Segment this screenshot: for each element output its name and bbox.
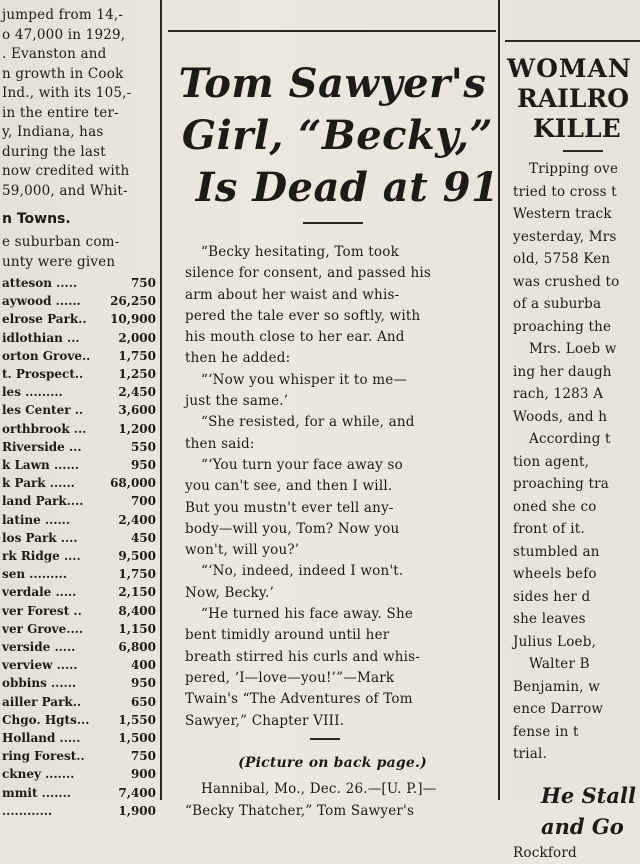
story-line: “‘Now you whisper it to me— bbox=[185, 370, 500, 391]
table-row bbox=[2, 274, 156, 292]
story-line: “He turned his face away. She bbox=[185, 604, 500, 625]
town-population: 650 bbox=[129, 693, 156, 711]
right-story-line: rach, 1283 A bbox=[513, 383, 640, 406]
right-story-line: wheels befo bbox=[513, 563, 640, 586]
text-line: o 47,000 in 1929, bbox=[2, 26, 158, 46]
right-tail-line: Rockford bbox=[513, 842, 640, 864]
left-subhead: n Towns. bbox=[2, 211, 158, 227]
town-name: verdale ..... bbox=[2, 583, 116, 601]
table-row bbox=[2, 511, 156, 529]
right-story-line: sides her d bbox=[513, 586, 640, 609]
town-name: idlothian ... bbox=[2, 329, 116, 347]
story-line: pered, ‘I—love—you!’”—Mark bbox=[185, 668, 500, 689]
text-line: now credited with bbox=[2, 162, 158, 182]
table-row bbox=[2, 583, 156, 601]
right-story-line: yesterday, Mrs bbox=[513, 226, 640, 249]
headline-line: Is Dead at 91 bbox=[195, 162, 500, 214]
story-line: arm about her waist and whis- bbox=[185, 285, 500, 306]
table-row bbox=[2, 765, 156, 783]
right-story-line: Julius Loeb, bbox=[513, 631, 640, 654]
town-population: 2,150 bbox=[116, 583, 156, 601]
town-name: ver Forest .. bbox=[2, 602, 116, 620]
dateline-body bbox=[165, 779, 500, 822]
right-story-line: ing her daugh bbox=[513, 361, 640, 384]
town-name: verside ..... bbox=[2, 638, 116, 656]
text-line: n growth in Cook bbox=[2, 65, 158, 85]
story-line: breath stirred his curls and whis- bbox=[185, 647, 500, 668]
town-population: 1,750 bbox=[116, 347, 156, 365]
table-row bbox=[2, 620, 156, 638]
town-population: 450 bbox=[129, 529, 156, 547]
text-line: 59,000, and Whit- bbox=[2, 182, 158, 202]
right-story-line: According t bbox=[513, 428, 640, 451]
town-population: 700 bbox=[129, 492, 156, 510]
table-row bbox=[2, 492, 156, 510]
right-story-line: of a suburba bbox=[513, 293, 640, 316]
table-row bbox=[2, 420, 156, 438]
dateline-line: Hannibal, Mo., Dec. 26.—[U. P.]— bbox=[185, 779, 500, 800]
story-line: then said: bbox=[185, 434, 500, 455]
town-name: k Lawn ...... bbox=[2, 456, 129, 474]
story-line: bent timidly around until her bbox=[185, 625, 500, 646]
right-headline-rule bbox=[563, 150, 603, 152]
town-population: 950 bbox=[129, 674, 156, 692]
town-population: 26,250 bbox=[108, 292, 156, 310]
headline-rule bbox=[303, 222, 363, 224]
main-story-column bbox=[165, 0, 500, 800]
town-population: 750 bbox=[129, 747, 156, 765]
town-name: k Park ...... bbox=[2, 474, 108, 492]
right-story-line: tried to cross t bbox=[513, 181, 640, 204]
town-name: ............ bbox=[2, 802, 116, 820]
table-row bbox=[2, 674, 156, 692]
table-row bbox=[2, 693, 156, 711]
town-name: Riverside ... bbox=[2, 438, 129, 456]
table-row bbox=[2, 547, 156, 565]
right-subhead-line: and Go bbox=[541, 811, 640, 842]
town-name: sen ......... bbox=[2, 565, 116, 583]
town-population: 2,000 bbox=[116, 329, 156, 347]
story-line: his mouth close to her ear. And bbox=[185, 327, 500, 348]
right-story-line: proaching the bbox=[513, 316, 640, 339]
table-row bbox=[2, 802, 156, 820]
table-row bbox=[2, 602, 156, 620]
text-line: jumped from 14,- bbox=[2, 6, 158, 26]
table-row bbox=[2, 474, 156, 492]
town-population: 1,900 bbox=[116, 802, 156, 820]
text-line: e suburban com- bbox=[2, 233, 158, 253]
table-row bbox=[2, 565, 156, 583]
table-row bbox=[2, 401, 156, 419]
town-population: 1,500 bbox=[116, 729, 156, 747]
table-row bbox=[2, 347, 156, 365]
story-line: “She resisted, for a while, and bbox=[185, 412, 500, 433]
town-population: 68,000 bbox=[108, 474, 156, 492]
table-row bbox=[2, 329, 156, 347]
town-name: los Park .... bbox=[2, 529, 129, 547]
right-story-line: proaching tra bbox=[513, 473, 640, 496]
story-line: But you mustn't ever tell any- bbox=[185, 498, 500, 519]
left-column-intro bbox=[0, 233, 158, 272]
table-row bbox=[2, 383, 156, 401]
text-line: . Evanston and bbox=[2, 45, 158, 65]
table-row bbox=[2, 711, 156, 729]
right-story-line: Mrs. Loeb w bbox=[513, 338, 640, 361]
story-body bbox=[165, 242, 500, 732]
table-row bbox=[2, 656, 156, 674]
story-line: then he added: bbox=[185, 348, 500, 369]
story-line: won't, will you?’ bbox=[185, 540, 500, 561]
town-name: orton Grove.. bbox=[2, 347, 116, 365]
story-line: “Becky hesitating, Tom took bbox=[185, 242, 500, 263]
right-story-line: Western track bbox=[513, 203, 640, 226]
table-row bbox=[2, 292, 156, 310]
town-population: 1,250 bbox=[116, 365, 156, 383]
story-line: silence for consent, and passed his bbox=[185, 263, 500, 284]
left-column-body bbox=[0, 6, 158, 201]
table-row bbox=[2, 310, 156, 328]
town-population: 10,900 bbox=[108, 310, 156, 328]
right-story-line: stumbled an bbox=[513, 541, 640, 564]
story-line: Twain's “The Adventures of Tom bbox=[185, 689, 500, 710]
column-rule-left bbox=[160, 0, 162, 800]
town-population: 1,750 bbox=[116, 565, 156, 583]
story-line: Now, Becky.’ bbox=[185, 583, 500, 604]
right-story-line: was crushed to bbox=[513, 271, 640, 294]
text-line: y, Indiana, has bbox=[2, 123, 158, 143]
text-line: during the last bbox=[2, 143, 158, 163]
right-subhead-line: He Stall bbox=[541, 780, 640, 811]
town-population: 1,200 bbox=[116, 420, 156, 438]
dateline-line: “Becky Thatcher,” Tom Sawyer's bbox=[185, 801, 500, 822]
town-population-table bbox=[2, 274, 156, 820]
right-headline-line: KILLE bbox=[533, 114, 640, 144]
town-name: les ......... bbox=[2, 383, 116, 401]
right-story-line: Woods, and h bbox=[513, 406, 640, 429]
town-name: ring Forest.. bbox=[2, 747, 129, 765]
right-story-line: trial. bbox=[513, 743, 640, 766]
town-name: obbins ...... bbox=[2, 674, 129, 692]
town-name: rk Ridge .... bbox=[2, 547, 116, 565]
town-population: 3,600 bbox=[116, 401, 156, 419]
right-story-line: fense in t bbox=[513, 721, 640, 744]
text-line: in the entire ter- bbox=[2, 104, 158, 124]
town-population: 1,550 bbox=[116, 711, 156, 729]
town-name: Holland ..... bbox=[2, 729, 116, 747]
story-line: you can't see, and then I will. bbox=[185, 476, 500, 497]
table-row bbox=[2, 529, 156, 547]
right-story-line: Tripping ove bbox=[513, 158, 640, 181]
town-name: les Center .. bbox=[2, 401, 116, 419]
town-name: elrose Park.. bbox=[2, 310, 108, 328]
town-population: 6,800 bbox=[116, 638, 156, 656]
town-population: 2,450 bbox=[116, 383, 156, 401]
story-line: “‘No, indeed, indeed I won't. bbox=[185, 561, 500, 582]
town-name: orthbrook ... bbox=[2, 420, 116, 438]
town-population: 400 bbox=[129, 656, 156, 674]
right-story-line: oned she co bbox=[513, 496, 640, 519]
right-story-line: old, 5758 Ken bbox=[513, 248, 640, 271]
table-row bbox=[2, 784, 156, 802]
town-population: 9,500 bbox=[116, 547, 156, 565]
town-population: 750 bbox=[129, 274, 156, 292]
left-column bbox=[0, 0, 158, 800]
story-line: “‘You turn your face away so bbox=[185, 455, 500, 476]
town-population: 900 bbox=[129, 765, 156, 783]
right-story-line: she leaves bbox=[513, 608, 640, 631]
town-name: t. Prospect.. bbox=[2, 365, 116, 383]
town-name: latine ...... bbox=[2, 511, 116, 529]
headline-line: Girl, “Becky,” bbox=[175, 110, 500, 162]
table-row bbox=[2, 456, 156, 474]
town-name: verview ..... bbox=[2, 656, 129, 674]
right-headline-line: WOMAN bbox=[507, 54, 640, 84]
right-headline-line: RAILRO bbox=[517, 84, 640, 114]
text-line: unty were given bbox=[2, 253, 158, 273]
table-row bbox=[2, 638, 156, 656]
table-row bbox=[2, 729, 156, 747]
right-story-line: tion agent, bbox=[513, 451, 640, 474]
text-line: Ind., with its 105,- bbox=[2, 84, 158, 104]
table-row bbox=[2, 438, 156, 456]
quote-end-rule bbox=[310, 738, 340, 740]
story-line: just the same.’ bbox=[185, 391, 500, 412]
town-name: ver Grove.... bbox=[2, 620, 116, 638]
main-headline bbox=[165, 58, 500, 214]
picture-note: (Picture on back page.) bbox=[165, 754, 500, 774]
town-name: aywood ...... bbox=[2, 292, 108, 310]
story-line: Sawyer,” Chapter VIII. bbox=[185, 711, 500, 732]
town-name: ckney ....... bbox=[2, 765, 129, 783]
town-population: 7,400 bbox=[116, 784, 156, 802]
town-name: Chgo. Hgts... bbox=[2, 711, 116, 729]
town-population: 950 bbox=[129, 456, 156, 474]
town-name: land Park.... bbox=[2, 492, 129, 510]
town-name: atteson ..... bbox=[2, 274, 129, 292]
right-story-body bbox=[503, 158, 640, 766]
right-story-line: Walter B bbox=[513, 653, 640, 676]
right-story-line: Benjamin, w bbox=[513, 676, 640, 699]
headline-line: Tom Sawyer's bbox=[165, 58, 500, 110]
story-line: body—will you, Tom? Now you bbox=[185, 519, 500, 540]
town-population: 2,400 bbox=[116, 511, 156, 529]
story-line: pered the tale ever so softly, with bbox=[185, 306, 500, 327]
table-row bbox=[2, 365, 156, 383]
town-population: 1,150 bbox=[116, 620, 156, 638]
right-story-line: front of it. bbox=[513, 518, 640, 541]
right-story-line: ence Darrow bbox=[513, 698, 640, 721]
town-name: ailler Park.. bbox=[2, 693, 129, 711]
table-row bbox=[2, 747, 156, 765]
town-population: 550 bbox=[129, 438, 156, 456]
town-population: 8,400 bbox=[116, 602, 156, 620]
town-name: mmit ....... bbox=[2, 784, 116, 802]
right-column bbox=[503, 0, 640, 800]
